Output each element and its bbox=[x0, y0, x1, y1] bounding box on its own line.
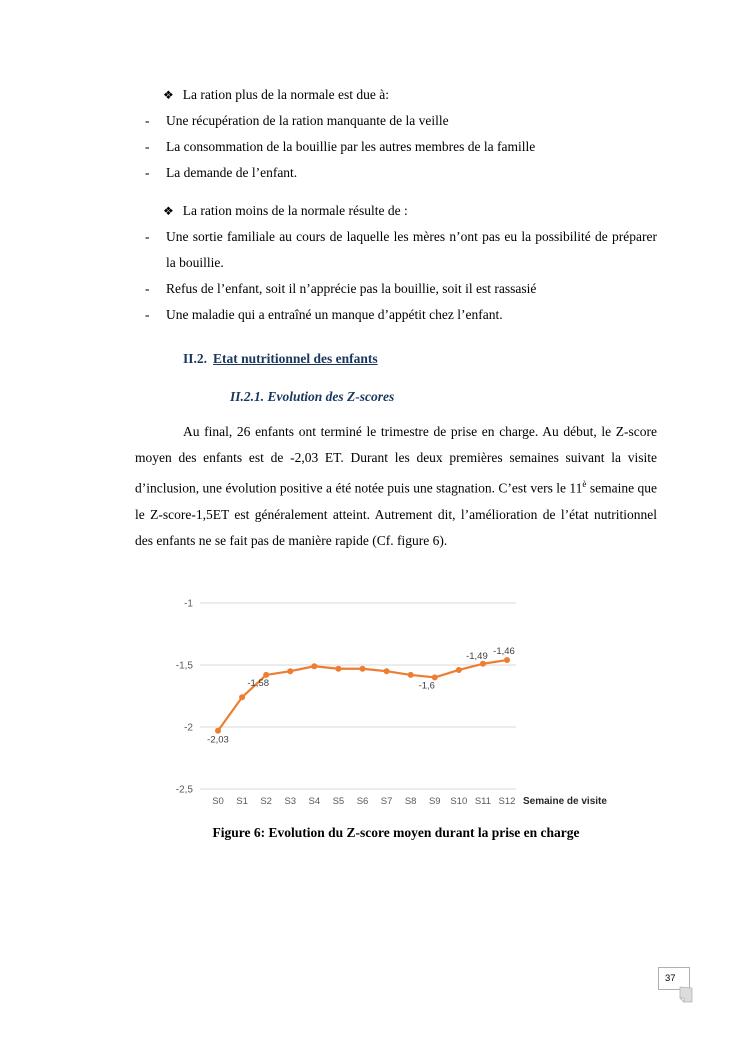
svg-text:S7: S7 bbox=[380, 795, 393, 807]
svg-text:S1: S1 bbox=[236, 795, 248, 807]
list-item-text: Une récupération de la ration manquante de la veille bbox=[166, 113, 449, 128]
dash-list-2 bbox=[135, 224, 657, 328]
section-number: II.2. bbox=[183, 351, 208, 366]
list-item bbox=[145, 224, 657, 276]
svg-text:-1,46: -1,46 bbox=[493, 645, 515, 657]
svg-text:-1: -1 bbox=[184, 598, 193, 609]
bullet-section-title-2 bbox=[163, 198, 657, 224]
list-item-text: La demande de l’enfant. bbox=[166, 165, 298, 180]
dash-bullet-icon: - bbox=[145, 281, 150, 296]
list-item-text: Une maladie qui a entraîné un manque d’appétit chez l’enfant. bbox=[166, 307, 503, 322]
diamond-bullet-icon: ❖ bbox=[163, 204, 174, 218]
dash-list-1 bbox=[135, 108, 657, 186]
list-item-text: Refus de l’enfant, soit il n’apprécie pas la bouillie, soit il est rassasié bbox=[166, 281, 537, 296]
bullet-title-text: La ration plus de la normale est due à: bbox=[182, 87, 389, 102]
svg-text:-1,58: -1,58 bbox=[247, 677, 269, 689]
section-title: Etat nutritionnel des enfants bbox=[213, 351, 378, 366]
svg-text:S11: S11 bbox=[474, 795, 492, 807]
figure-caption: Figure 6: Evolution du Z-score moyen durant la prise en charge bbox=[212, 824, 580, 840]
svg-text:-1,49: -1,49 bbox=[466, 650, 488, 662]
page-curl-icon bbox=[677, 986, 695, 1004]
svg-text:S10: S10 bbox=[450, 795, 468, 807]
paragraph-text-1: Au final, 26 enfants ont terminé le trimestre de prise en charge. Au début, le Z-score moyen des enfants est de -2,03 ET. Durant les deux premières semaines suivant la visite d’inclusion, une évolution positive a été notée puis une stagnation. C’est vers le 11 bbox=[135, 424, 657, 496]
list-item-text: La consommation de la bouillie par les autres membres de la famille bbox=[166, 139, 536, 154]
dash-bullet-icon: - bbox=[145, 229, 150, 244]
list-item bbox=[145, 302, 657, 328]
paragraph-superscript: è bbox=[582, 479, 587, 489]
svg-text:S9: S9 bbox=[428, 795, 441, 807]
dash-bullet-icon: - bbox=[145, 307, 150, 322]
list-item bbox=[145, 108, 657, 134]
svg-text:-2,5: -2,5 bbox=[175, 784, 193, 795]
svg-text:-1,6: -1,6 bbox=[418, 679, 435, 691]
svg-text:S2: S2 bbox=[260, 795, 272, 807]
svg-text:S3: S3 bbox=[284, 795, 297, 807]
svg-text:-2,03: -2,03 bbox=[207, 734, 229, 746]
list-item bbox=[145, 276, 657, 302]
svg-text:S4: S4 bbox=[308, 795, 321, 807]
svg-text:S0: S0 bbox=[212, 795, 224, 807]
list-item bbox=[145, 134, 657, 160]
paragraph-text-2: semaine que le Z-score-1,5ET est généralement atteint. Autrement dit, l’amélioration de l’état nutritionnel des enfants ne se fait pas de manière rapide (Cf. figure 6). bbox=[135, 480, 657, 548]
svg-text:Semaine de visite: Semaine de visite bbox=[523, 795, 607, 807]
zscore-chart bbox=[160, 585, 657, 822]
dash-bullet-icon: - bbox=[145, 139, 150, 154]
svg-text:S6: S6 bbox=[356, 795, 369, 807]
bullet-section-title-1 bbox=[163, 82, 657, 108]
diamond-bullet-icon: ❖ bbox=[163, 88, 174, 102]
body-paragraph bbox=[135, 419, 657, 554]
subsection-heading: II.2.1. Evolution des Z-scores bbox=[230, 389, 395, 404]
svg-text:-1,5: -1,5 bbox=[175, 660, 193, 671]
svg-text:S8: S8 bbox=[404, 795, 417, 807]
page-number-text: 37 bbox=[665, 973, 676, 984]
svg-text:S12: S12 bbox=[498, 795, 516, 807]
list-item-text: Une sortie familiale au cours de laquelle les mères n’ont pas eu la possibilité de préparer la bouillie. bbox=[166, 229, 657, 270]
svg-text:S5: S5 bbox=[332, 795, 345, 807]
dash-bullet-icon: - bbox=[145, 165, 150, 180]
section-heading bbox=[183, 346, 657, 372]
svg-text:-2: -2 bbox=[184, 722, 193, 733]
list-item bbox=[145, 160, 657, 186]
bullet-title-text: La ration moins de la normale résulte de : bbox=[182, 203, 408, 218]
dash-bullet-icon: - bbox=[145, 113, 150, 128]
zscore-chart-svg bbox=[160, 585, 630, 817]
